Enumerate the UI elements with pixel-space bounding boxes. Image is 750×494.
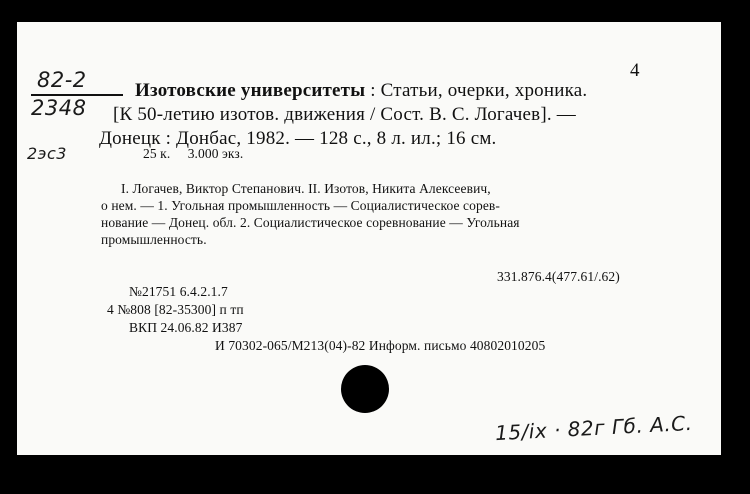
entry-price-line	[143, 146, 243, 162]
card-punch-hole	[341, 365, 389, 413]
tracing-line-2: о нем. — 1. Угольная промышленность — Социалистическое сорев-	[101, 198, 500, 213]
classification-index: 331.876.4(477.61/.62)	[497, 269, 620, 284]
registry-line-2: 4 №808 [82-35300] п тп	[107, 302, 244, 317]
handwritten-call-number-top: 82-2	[37, 68, 87, 92]
entry-line-2: [К 50-летию изотов. движения / Сост. В. С. Логачев]. —	[113, 104, 576, 125]
catalog-card	[17, 22, 721, 455]
entry-title-line	[135, 80, 587, 102]
entry-copies: 3.000 экз.	[187, 146, 244, 161]
registry-line-3: ВКП 24.06.82 И387	[129, 320, 243, 335]
handwritten-footer-note: 15/ix · 82г Гб. А.С.	[494, 410, 694, 446]
entry-title: Изотовские университеты	[135, 80, 366, 101]
handwritten-call-number-bottom: 2348	[31, 96, 87, 120]
tracing-line-1: I. Логачев, Виктор Степанович. II. Изотов, Никита Алексеевич,	[121, 181, 491, 196]
tracing-line-4: промышленность.	[101, 232, 207, 247]
registry-line-1: №21751 6.4.2.1.7	[129, 284, 228, 299]
tracing-line-3: нование — Донец. обл. 2. Социалистическое соревнование — Угольная	[101, 215, 520, 230]
registry-line-4: И 70302-065/М213(04)-82 Информ. письмо 40802010205	[215, 338, 546, 353]
card-number: 4	[630, 60, 640, 81]
entry-price: 25 к.	[143, 146, 171, 161]
handwritten-side-note: 2эс3	[27, 144, 67, 163]
entry-line-3: Донецк : Донбас, 1982. — 128 с., 8 л. ил.; 16 см.	[99, 128, 497, 149]
entry-title-rest: : Статьи, очерки, хроника.	[370, 80, 588, 101]
